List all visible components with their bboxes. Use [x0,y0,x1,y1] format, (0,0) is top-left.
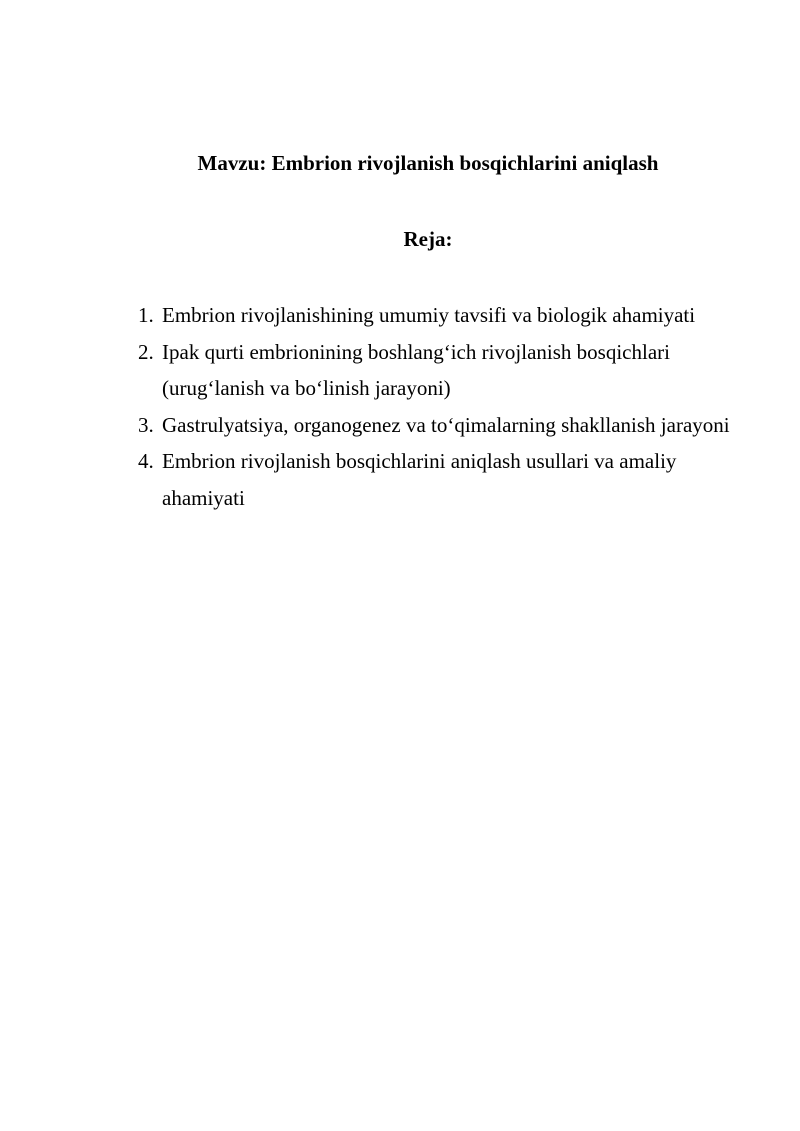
plan-list [138,297,738,516]
plan-item [138,297,738,334]
plan-item [138,334,738,407]
plan-item-text: Embrion rivojlanishining umumiy tavsifi va biologik ahamiyati [162,303,696,327]
plan-item [138,407,738,444]
document-title: Mavzu: Embrion rivojlanish bosqichlarini aniqlash [197,151,659,175]
plan-item-text: Embrion rivojlanish bosqichlarini aniqlash usullari va amaliy ahamiyati [162,449,677,510]
plan-item-number: 4. [138,449,154,473]
plan-item-number: 3. [138,412,154,437]
plan-heading: Reja: [403,227,453,251]
plan-item-number: 2. [138,339,154,364]
plan-item-number: 1. [138,303,154,327]
plan-item [138,443,738,516]
plan-item-text: Ipak qurti embrionining boshlang‘ich rivojlanish bosqichlari (urug‘lanish va bo‘linish jarayoni) [162,339,670,400]
plan-item-text: Gastrulyatsiya, organogenez va to‘qimalarning shakllanish jarayoni [162,412,730,437]
